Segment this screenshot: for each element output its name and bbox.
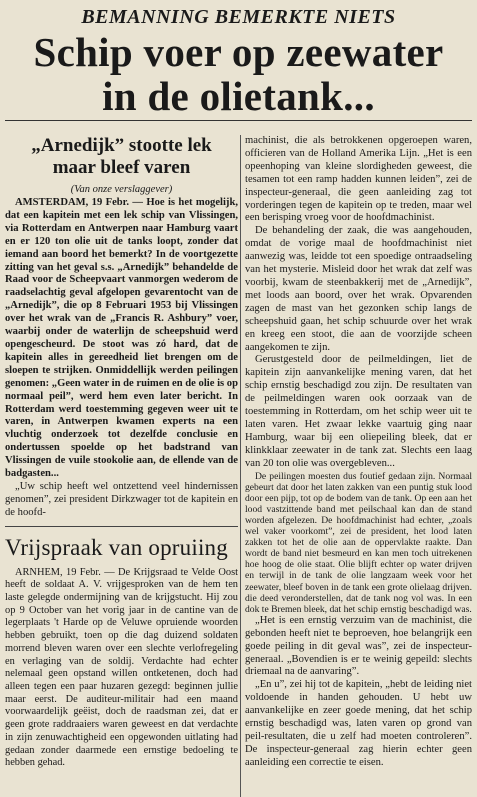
right-paragraph-5: „En u”, zei hij tot de kapitein, „hebt de leiding niet voldoende in handen gehouden. U hebt uw aanvankelijke en zeer goede mening, dat het schip ernstig beschadigd was, laten varen op grond van peil-resultaten, die u zelf had moeten controleren”. De inspecteur-generaal zag hierin echter geen aanleiding een correctie te eisen. (245, 679, 472, 768)
right-small-paragraph: De peilingen moesten dus foutief gedaan zijn. Normaal gebeurt dat door het laten zakken van een puntig stuk lood door een pijp, tot op de bodem van de tank. Op een aan het lood vastzittende band met peilschaal kan dan de stand worden afgelezen. De hoofdmachinist had echter, „zoals wel vaker voorkomt”, zei de president, het lood laten zakken tot het de olie aan de oppervlakte raakte. Dan wordt de band niet besmeurd en kan men toch uitrekenen hoe hoog de olie staat. Olie blijft echter op water drijven en terwijl in de tank de olie langzaam week voor het zeewater, bleef boven in de tank een grote olielaag drijven. die deed veronderstellen, dat de tank nog vol was. In een dok te Bremen bleek, dat het schip ernstig beschadigd was. (245, 470, 472, 615)
lead-paragraph: AMSTERDAM, 19 Febr. — Hoe is het mogelijk, dat een kapitein met een lek schip van Vlissingen, via Rotterdam en Antwerpen naar Hamburg vaart en er 120 ton olie uit de tanks loopt, zonder dat iemand aan boord het bemerkt? In de voortgezette zitting van het geval s.s. „Arnedijk” behandelde de Raad voor de Scheepvaart vanmorgen wederom de raadselachtig geval afgelopen gevarentocht van de „Arnedijk”, die op 8 Februari 1953 bij Vlissingen over het wrak van de „Francis R. Ashbury” voer, waarbij onder de waterlijn de scheepshuid werd opengescheurd. De stoot was zó hard, dat de kapitein alles in gereedheid liet brengen om de sloepen te strijken. Onmiddellijk werden peilingen genomen: „Geen water in de ruimen en de olie is op normaal peil”, werd hem even later bericht. In Rotterdam werd toestemming gegeven weer uit te varen, in Antwerpen kwamen experts na een vluchtig onderzoek tot dezelfde conclusie en ondertussen spoelde op het badstrand van Vlissingen de vuile stookolie aan, de ellende van de badgasten... (5, 197, 238, 480)
right-column (245, 135, 472, 770)
quote-paragraph: „Uw schip heeft wel ontzettend veel hindernissen genomen”, zei president Dirkzwager tot de kapitein en de hoofd- (5, 480, 238, 518)
headline-line-1: Schip voer op zeewater (33, 29, 444, 75)
section-rule (5, 526, 238, 527)
kicker: BEMANNING BEMERKTE NIETS (81, 6, 396, 28)
second-article-headline: Vrijspraak van opruiing (5, 534, 228, 560)
second-article-body: ARNHEM, 19 Febr. — De Krijgsraad te Velde Oost heeft de soldaat A. V. vrijgesproken van de hem ten laste gelegde ondermijning van de krijgstucht. Hij zou op 9 October van het vorig jaar in de cantine van de legerplaats 't Harde op de Veluwe opruiende woorden hebben gebruikt, toen op die dag duizend soldaten morrend bleven waren over een slechte verlofregeling en verlaging van de soldij. Verdachte had echter nelemaal geen opstand willen ontketenen, doch had alleen tegen een paar huzaren gezegd: beginnen jullie maar eerst. De auditeur-militair had een maand voorwaardelijk geëist, doch de raadsman zei, dat er geen grote raddraaiers waren geweest en dat verdachte in zijn zenuwachtigheid een opgewonden uitlating had gedaan zonder daarmede een ernstige bedoeling te hebben gehad. (5, 566, 238, 769)
byline: (Van onze verslaggever) (70, 184, 173, 195)
right-paragraph-3: Gerustgesteld door de peilmeldingen, liet de kapitein zijn aanvankelijke mening varen, dat het schip ernstig beschadigd zou zijn. De resultaten van de peilmeldingen waren ook oorzaak van de toestemming in Rotterdam, om het schip weer uit te laten varen. Het zwaar lekke vaartuig ging naar Hamburg, waar bij een oliepeiling bleek, dat er klinkklaar zeewater in de tank zat. Slechts een laag van 20 ton olie was overgebleven... (245, 354, 472, 469)
headline-rule (5, 120, 472, 121)
subheadline-line-1: „Arnedijk” stootte lek (31, 135, 212, 156)
headline-line-2: in de olietank... (102, 73, 375, 119)
right-paragraph-4: „Het is een ernstig verzuim van de machinist, die gebonden heeft niet te beproeven, hoe belangrijk een goede peiling in dit geval was”, zei de inspecteur-generaal. „Bovendien is er te weinig gepeild: slechts driemaal na de aanvaring”. (245, 614, 472, 678)
article-columns (5, 135, 472, 797)
right-paragraph-2: De behandeling der zaak, die was aangehouden, omdat de vorige maal de hoofdmachinist niet aanwezig was, leidde tot een spoedige ontraadseling van het mysterie. Misleid door het wrak dat zelf was voorbij, kwam de steenbakkerij met de „Arnedijk”, met loods aan boord, over het wrak. Opvarenden zagen de mast van het gezonken schip langs de scheepshuid gaan, het schip schuurde over het wrak en kreeg een stoot, die aan de voorzijde scheen aangekomen te zijn. (245, 225, 472, 353)
column-divider (240, 135, 241, 797)
left-column (5, 135, 238, 770)
right-paragraph-1: machinist, die als betrokkenen opgeroepen waren, officieren van de Holland Amerika Lijn. „Het is een opeenhoping van kleine slordigheden geweest, die tesamen tot een ramp hadden kunnen leiden”, zei de inspecteur-generaal, die geen aanleiding zag tot vorderingen tegen de kapitein op te treden, maar wel een berisping vroeg voor de hoofdmachinist. (245, 135, 472, 224)
subheadline-line-2: maar bleef varen (52, 157, 191, 178)
